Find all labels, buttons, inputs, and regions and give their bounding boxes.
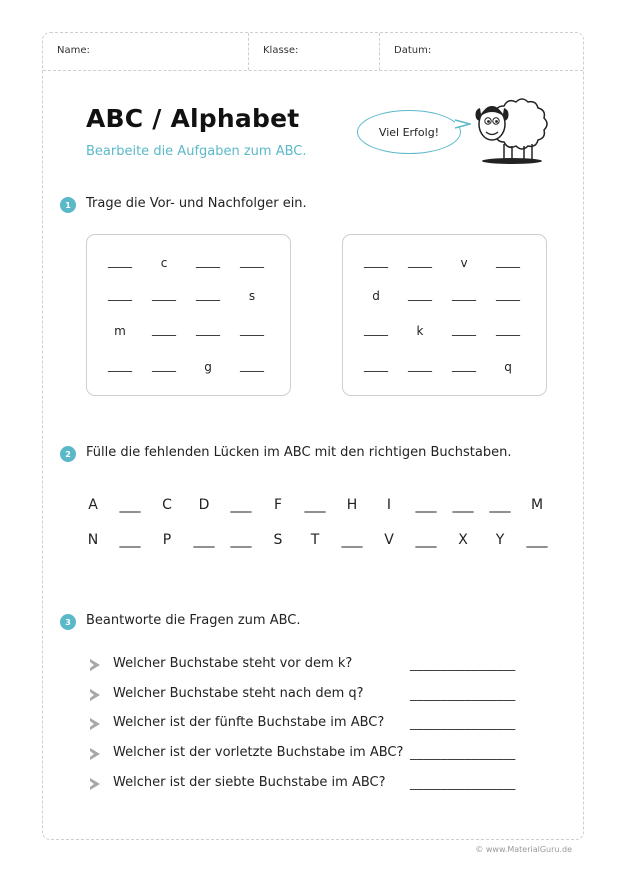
- grid-right-cell[interactable]: ____: [364, 254, 388, 268]
- sheep-icon: [466, 94, 550, 166]
- class-field[interactable]: Klasse:: [249, 33, 380, 70]
- alphabet-letter[interactable]: ___: [415, 497, 437, 513]
- grid-left-cell: c: [160, 256, 168, 270]
- answer-line[interactable]: _________________: [410, 657, 516, 671]
- speech-bubble: [357, 110, 461, 154]
- alphabet-letter: A: [88, 497, 98, 513]
- grid-right-cell: d: [372, 289, 380, 303]
- alphabet-letter: D: [198, 497, 210, 513]
- grid-left-cell[interactable]: ____: [196, 287, 220, 301]
- grid-right-cell[interactable]: ____: [452, 358, 476, 372]
- grid-right-cell[interactable]: ____: [496, 322, 520, 336]
- grid-left-cell[interactable]: ____: [108, 358, 132, 372]
- name-field[interactable]: Name:: [43, 33, 249, 70]
- question-text: Welcher ist der siebte Buchstabe im ABC?: [113, 775, 386, 790]
- alphabet-letter[interactable]: ___: [304, 497, 326, 513]
- grid-left-cell[interactable]: ____: [108, 254, 132, 268]
- answer-line[interactable]: _________________: [410, 687, 516, 701]
- speech-bubble-text: Viel Erfolg!: [378, 125, 440, 139]
- alphabet-letter: T: [310, 532, 320, 548]
- page-subtitle: Bearbeite die Aufgaben zum ABC.: [86, 144, 307, 159]
- grid-right-cell[interactable]: ____: [408, 254, 432, 268]
- grid-left-cell: m: [114, 324, 126, 338]
- grid-left-cell: g: [204, 360, 212, 374]
- task-3-instruction: Beantworte die Fragen zum ABC.: [86, 613, 301, 628]
- alphabet-letter[interactable]: ___: [193, 532, 215, 548]
- page-title: ABC / Alphabet: [86, 104, 300, 133]
- grid-right-cell[interactable]: ____: [408, 287, 432, 301]
- alphabet-letter[interactable]: ___: [452, 497, 474, 513]
- grid-right-cell[interactable]: ____: [496, 254, 520, 268]
- chevron-right-icon: [90, 659, 100, 671]
- alphabet-letter: Y: [495, 532, 505, 548]
- question-text: Welcher ist der vorletzte Buchstabe im ABC?: [113, 745, 404, 760]
- grid-right-cell[interactable]: ____: [364, 358, 388, 372]
- alphabet-letter: S: [273, 532, 283, 548]
- chevron-right-icon: [90, 689, 100, 701]
- question-text: Welcher Buchstabe steht nach dem q?: [113, 686, 364, 701]
- chevron-right-icon: [90, 718, 100, 730]
- grid-right-cell[interactable]: ____: [452, 287, 476, 301]
- header-row: [43, 33, 583, 71]
- alphabet-letter: H: [346, 497, 358, 513]
- task-1-number: 1: [60, 197, 76, 213]
- alphabet-letter: I: [386, 497, 392, 513]
- task-1-instruction: Trage die Vor- und Nachfolger ein.: [86, 196, 307, 211]
- alphabet-letter[interactable]: ___: [230, 497, 252, 513]
- chevron-right-icon: [90, 748, 100, 760]
- alphabet-letter: C: [162, 497, 172, 513]
- alphabet-letter[interactable]: ___: [489, 497, 511, 513]
- answer-line[interactable]: _________________: [410, 746, 516, 760]
- footer-copyright: © www.MaterialGuru.de: [475, 845, 572, 854]
- alphabet-letter[interactable]: ___: [415, 532, 437, 548]
- task-2-instruction: Fülle die fehlenden Lücken im ABC mit den richtigen Buchstaben.: [86, 445, 512, 460]
- grid-right-cell[interactable]: ____: [364, 322, 388, 336]
- grid-right-cell: k: [416, 324, 424, 338]
- task-2-number: 2: [60, 446, 76, 462]
- alphabet-letter: N: [87, 532, 99, 548]
- grid-right-cell: q: [504, 360, 512, 374]
- answer-line[interactable]: _________________: [410, 716, 516, 730]
- grid-right-cell[interactable]: ____: [496, 287, 520, 301]
- question-text: Welcher ist der fünfte Buchstabe im ABC?: [113, 715, 385, 730]
- alphabet-letter: M: [530, 497, 544, 513]
- alphabet-letter: F: [273, 497, 283, 513]
- alphabet-letter: P: [162, 532, 172, 548]
- grid-left-cell[interactable]: ____: [152, 322, 176, 336]
- grid-left-cell[interactable]: ____: [196, 322, 220, 336]
- grid-left-cell: s: [248, 289, 256, 303]
- grid-left-cell[interactable]: ____: [240, 322, 264, 336]
- grid-left-cell[interactable]: ____: [240, 254, 264, 268]
- grid-right-cell: v: [460, 256, 468, 270]
- grid-left-cell[interactable]: ____: [108, 287, 132, 301]
- grid-right-cell[interactable]: ____: [452, 322, 476, 336]
- grid-left-cell[interactable]: ____: [240, 358, 264, 372]
- grid-left-cell[interactable]: ____: [152, 358, 176, 372]
- task-3-number: 3: [60, 614, 76, 630]
- alphabet-letter[interactable]: ___: [526, 532, 548, 548]
- grid-left-cell[interactable]: ____: [196, 254, 220, 268]
- alphabet-letter[interactable]: ___: [341, 532, 363, 548]
- alphabet-letter[interactable]: ___: [119, 532, 141, 548]
- question-text: Welcher Buchstabe steht vor dem k?: [113, 656, 353, 671]
- grid-right-cell[interactable]: ____: [408, 358, 432, 372]
- alphabet-letter: X: [458, 532, 468, 548]
- alphabet-letter: V: [384, 532, 394, 548]
- alphabet-letter[interactable]: ___: [119, 497, 141, 513]
- grid-left-cell[interactable]: ____: [152, 287, 176, 301]
- answer-line[interactable]: _________________: [410, 776, 516, 790]
- chevron-right-icon: [90, 778, 100, 790]
- date-field[interactable]: Datum:: [394, 45, 432, 56]
- alphabet-letter[interactable]: ___: [230, 532, 252, 548]
